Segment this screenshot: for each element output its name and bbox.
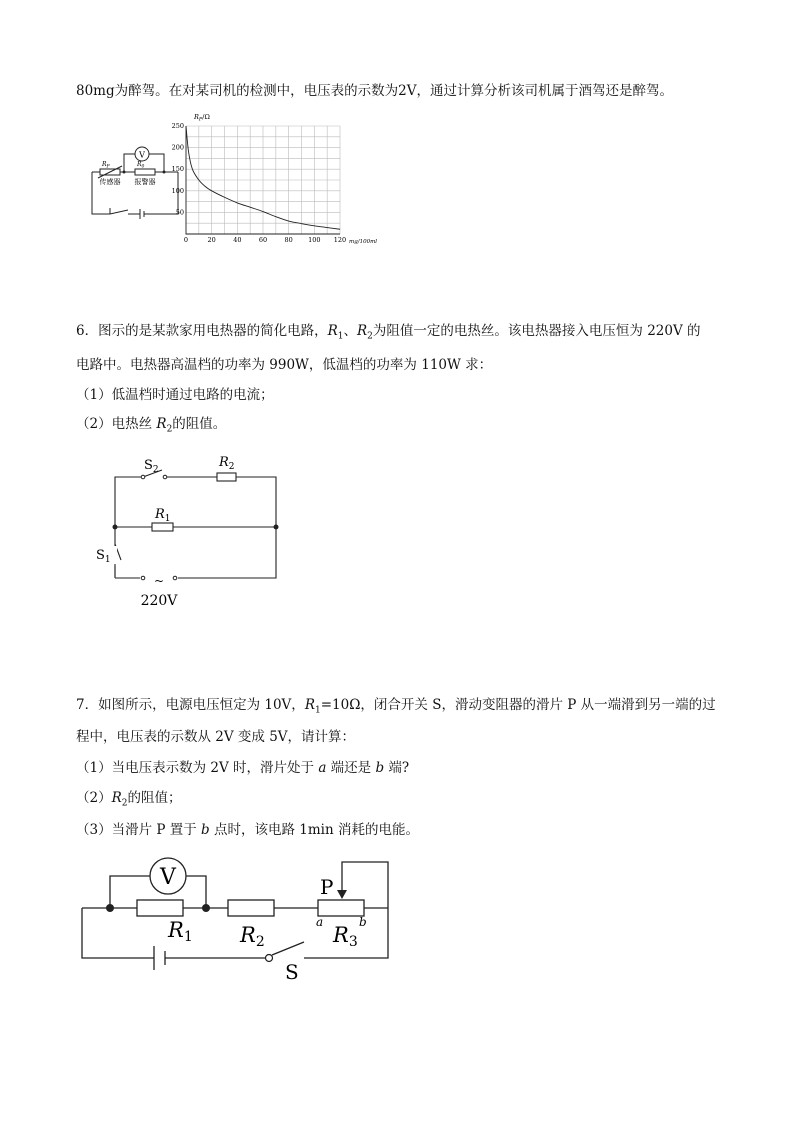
q6-subquestion-2: （2）电热丝 $R_2$的阻值。 bbox=[76, 416, 227, 435]
chart-ytick-label: 100 bbox=[171, 186, 184, 195]
q6-voltage-label: 220V bbox=[140, 593, 178, 609]
q7-switch-s-label: S bbox=[285, 960, 299, 984]
q7-r1-label: R1 bbox=[168, 918, 193, 945]
q7-subquestion-3: （3）当滑片 P 置于 b 点时，该电路 1min 消耗的电能。 bbox=[76, 822, 419, 838]
q7-subquestion-1: （1）当电压表示数为 2V 时，滑片处于 a 端还是 b 端? bbox=[76, 760, 410, 776]
q6-s2-label: $S_2$ bbox=[144, 458, 159, 475]
q7-text-line2: 程中，电压表的示数从 2V 变成 5V，请计算： bbox=[76, 729, 356, 745]
q6-text-line1: 6．图示的是某款家用电热器的简化电路，$R_1$、$R_2$为阻值一定的电热丝。该电热器接入电压恒为 220V 的 bbox=[76, 323, 701, 342]
chart-xtick-label: 80 bbox=[284, 236, 293, 244]
q7-end-a-label: a bbox=[316, 915, 324, 929]
q7-slider-p-label: P bbox=[320, 875, 334, 899]
q6-circuit-diagram bbox=[90, 450, 310, 610]
q5-resistance-chart bbox=[168, 108, 388, 248]
q5-text-tail: 80mg为醉驾。在对某司机的检测中，电压表的示数为2V，通过计算分析该司机属于酒驾还是醉驾。 bbox=[76, 83, 673, 99]
q5-alarm-label: 报警器 bbox=[134, 178, 156, 186]
q5-r0-label: $R_0$ bbox=[137, 161, 145, 170]
q6-r1-label: $R_1$ bbox=[155, 507, 171, 524]
chart-xtick-label: 120 bbox=[333, 236, 347, 244]
q6-text-line2: 电路中。电热器高温档的功率为 990W，低温档的功率为 110W 求： bbox=[76, 357, 493, 373]
q6-ac-symbol: ~ bbox=[153, 574, 165, 588]
chart-xtick-label: 100 bbox=[308, 236, 321, 244]
q7-r2-label: R2 bbox=[240, 923, 265, 950]
chart-xtick-label: 0 bbox=[183, 236, 189, 244]
q7-r3-label: R3 bbox=[333, 923, 358, 950]
q5-sensor-label: 传感器 bbox=[99, 178, 121, 186]
q5-chart-ylabel: $R_P/\Omega$ bbox=[194, 113, 210, 123]
chart-ytick-label: 200 bbox=[171, 143, 184, 152]
q5-rp-label: $R_P$ bbox=[102, 161, 110, 170]
q5-voltmeter-label: V bbox=[139, 150, 145, 160]
q5-chart-xlabel: mg/100ml bbox=[349, 239, 378, 245]
q7-circuit-diagram bbox=[74, 852, 404, 982]
chart-ytick-label: 250 bbox=[171, 122, 184, 130]
q7-text-line1: 7．如图所示，电源电压恒定为 10V，$R_1=10\Omega$，闭合开关 S，滑动变阻器的滑片 P 从一端滑到另一端的过 bbox=[76, 697, 716, 716]
chart-xtick-label: 40 bbox=[233, 236, 242, 244]
q7-end-b-label: b bbox=[359, 915, 367, 929]
q7-voltmeter-label: V bbox=[160, 865, 176, 890]
chart-xtick-label: 60 bbox=[258, 236, 268, 244]
q6-s1-label: $S_1$ bbox=[96, 548, 111, 565]
q6-r2-label: $R_2$ bbox=[219, 455, 235, 472]
q7-subquestion-2: $(2)R_2$的阻值； bbox=[76, 790, 182, 809]
q6-subquestion-1: （1）低温档时通过电路的电流； bbox=[76, 387, 274, 403]
chart-ytick-label: 50 bbox=[175, 208, 184, 217]
chart-xtick-label: 20 bbox=[207, 236, 216, 244]
chart-ytick-label: 150 bbox=[171, 165, 184, 174]
